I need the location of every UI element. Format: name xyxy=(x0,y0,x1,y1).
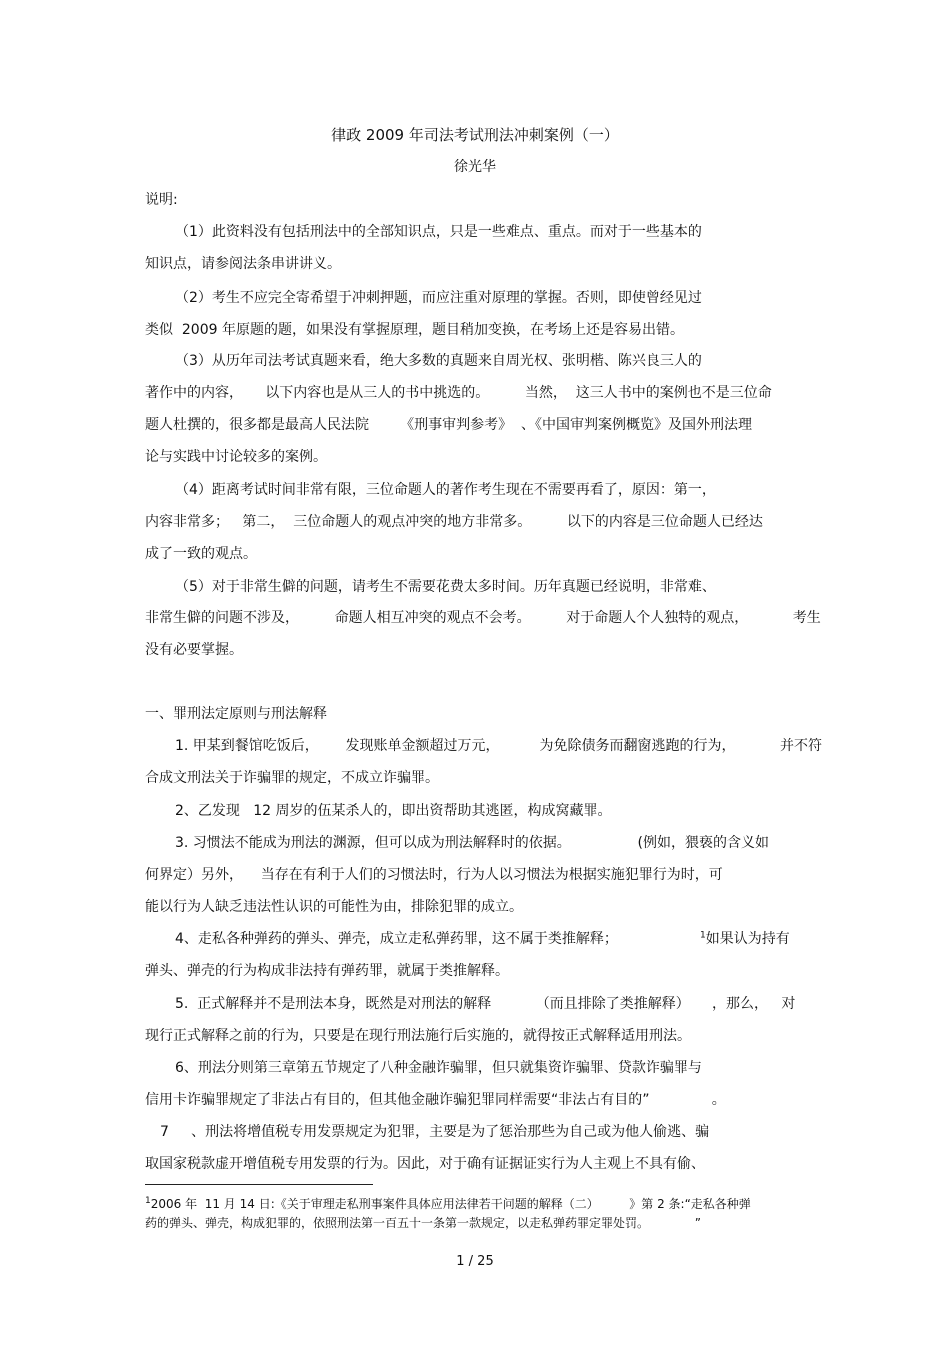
footnote-mark: 1 xyxy=(145,1196,151,1206)
text-line: 1. 甲某到餐馆吃饭后， 发现账单金额超过万元， 为免除债务而翻窗逃跑的行为， 并不符 xyxy=(175,738,823,754)
document-author: 徐光华 xyxy=(454,159,496,175)
text-line: （1）此资料没有包括刑法中的全部知识点，只是一些难点、重点。而对于一些基本的 xyxy=(175,224,702,240)
page-number: 1 / 25 xyxy=(456,1254,494,1269)
text-line: 著作中的内容， 以下内容也是从三人的书中挑选的。 当然， 这三人书中的案例也不是三位命 xyxy=(145,385,772,401)
text-line: 3. 习惯法不能成为刑法的渊源，但可以成为刑法解释时的依据。 (例如，猥亵的含义如 xyxy=(175,835,770,851)
text-line: 成了一致的观点。 xyxy=(145,546,257,562)
footnote xyxy=(145,1196,751,1212)
text-line: （3）从历年司法考试真题来看，绝大多数的真题来自周光权、张明楷、陈兴良三人的 xyxy=(175,353,702,369)
text-line: 何界定）另外， 当存在有利于人们的习惯法时，行为人以习惯法为根据实施犯罪行为时，可 xyxy=(145,867,723,883)
footnote-reference-line xyxy=(700,930,790,948)
text-line: 能以行为人缺乏违法性认识的可能性为由，排除犯罪的成立。 xyxy=(145,899,523,915)
text-line: （2）考生不应完全寄希望于冲刺押题，而应注重对原理的掌握。否则，即使曾经见过 xyxy=(175,290,702,306)
text-line: 信用卡诈骗罪规定了非法占有目的，但其他金融诈骗犯罪同样需要“非法占有目的” 。 xyxy=(145,1092,726,1108)
text-line: （4）距离考试时间非常有限，三位命题人的著作考生现在不需要再看了，原因：第一， xyxy=(175,482,716,498)
footnote-text: 2006 年 11 月 14 日:《关于审理走私刑事案件具体应用法律若干问题的解释（二） 》第 2 条:“走私各种弹 xyxy=(150,1197,751,1211)
text-line: （5）对于非常生僻的问题，请考生不需要花费太多时间。历年真题已经说明，非常难、 xyxy=(175,579,716,595)
document-title: 律政 2009 年司法考试刑法冲刺案例（一） xyxy=(331,126,619,144)
text-line: 题人杜撰的，很多都是最高人民法院 《刑事审判参考》 、《中国审判案例概览》及国外刑法理 xyxy=(145,417,753,433)
text-line: 现行正式解释之前的行为，只要是在现行刑法施行后实施的，就得按正式解释适用刑法。 xyxy=(145,1028,691,1044)
text-line: 2、乙发现 12 周岁的伍某杀人的，即出资帮助其逃匿，构成窝藏罪。 xyxy=(175,803,612,819)
text-line: 内容非常多； 第二， 三位命题人的观点冲突的地方非常多。 以下的内容是三位命题人已经达 xyxy=(145,514,763,530)
text-line: 取国家税款虚开增值税专用发票的行为。因此，对于确有证据证实行为人主观上不具有偷、 xyxy=(145,1156,705,1172)
text-line: 4、走私各种弹药的弹头、弹壳，成立走私弹药罪，这不属于类推解释； xyxy=(175,931,618,947)
footnote-reference-mark: 1 xyxy=(700,930,706,941)
text-line: 论与实践中讨论较多的案例。 xyxy=(145,449,327,465)
intro-heading: 说明: xyxy=(145,192,178,208)
footnote-text-line: 药的弹头、弹壳，构成犯罪的，依照刑法第一百五十一条第一款规定，以走私弹药罪定罪处罚。 ” xyxy=(145,1216,701,1230)
text-line: 非常生僻的问题不涉及， 命题人相互冲突的观点不会考。 对于命题人个人独特的观点， 考生 xyxy=(145,610,821,626)
text-fragment: 如果认为持有 xyxy=(705,931,790,947)
text-line: 类似 2009 年原题的题，如果没有掌握原理，题目稍加变换，在考场上还是容易出错。 xyxy=(145,322,684,338)
text-line: 弹头、弹壳的行为构成非法持有弹药罪，就属于类推解释。 xyxy=(145,963,509,979)
section-heading: 一、罪刑法定原则与刑法解释 xyxy=(145,706,327,722)
text-line: 6、刑法分则第三章第五节规定了八种金融诈骗罪，但只就集资诈骗罪、贷款诈骗罪与 xyxy=(175,1060,702,1076)
footnote-divider xyxy=(145,1184,373,1185)
text-line: 7 、刑法将增值税专用发票规定为犯罪，主要是为了惩治那些为自己或为他人偷逃、骗 xyxy=(160,1124,710,1140)
text-line: 没有必要掌握。 xyxy=(145,642,243,658)
text-line: 合成文刑法关于诈骗罪的规定，不成立诈骗罪。 xyxy=(145,770,439,786)
text-line: 5. 正式解释并不是刑法本身，既然是对刑法的解释 （而且排除了类推解释） ，那么， 对 xyxy=(175,996,796,1012)
text-line: 知识点，请参阅法条串讲讲义。 xyxy=(145,256,341,272)
